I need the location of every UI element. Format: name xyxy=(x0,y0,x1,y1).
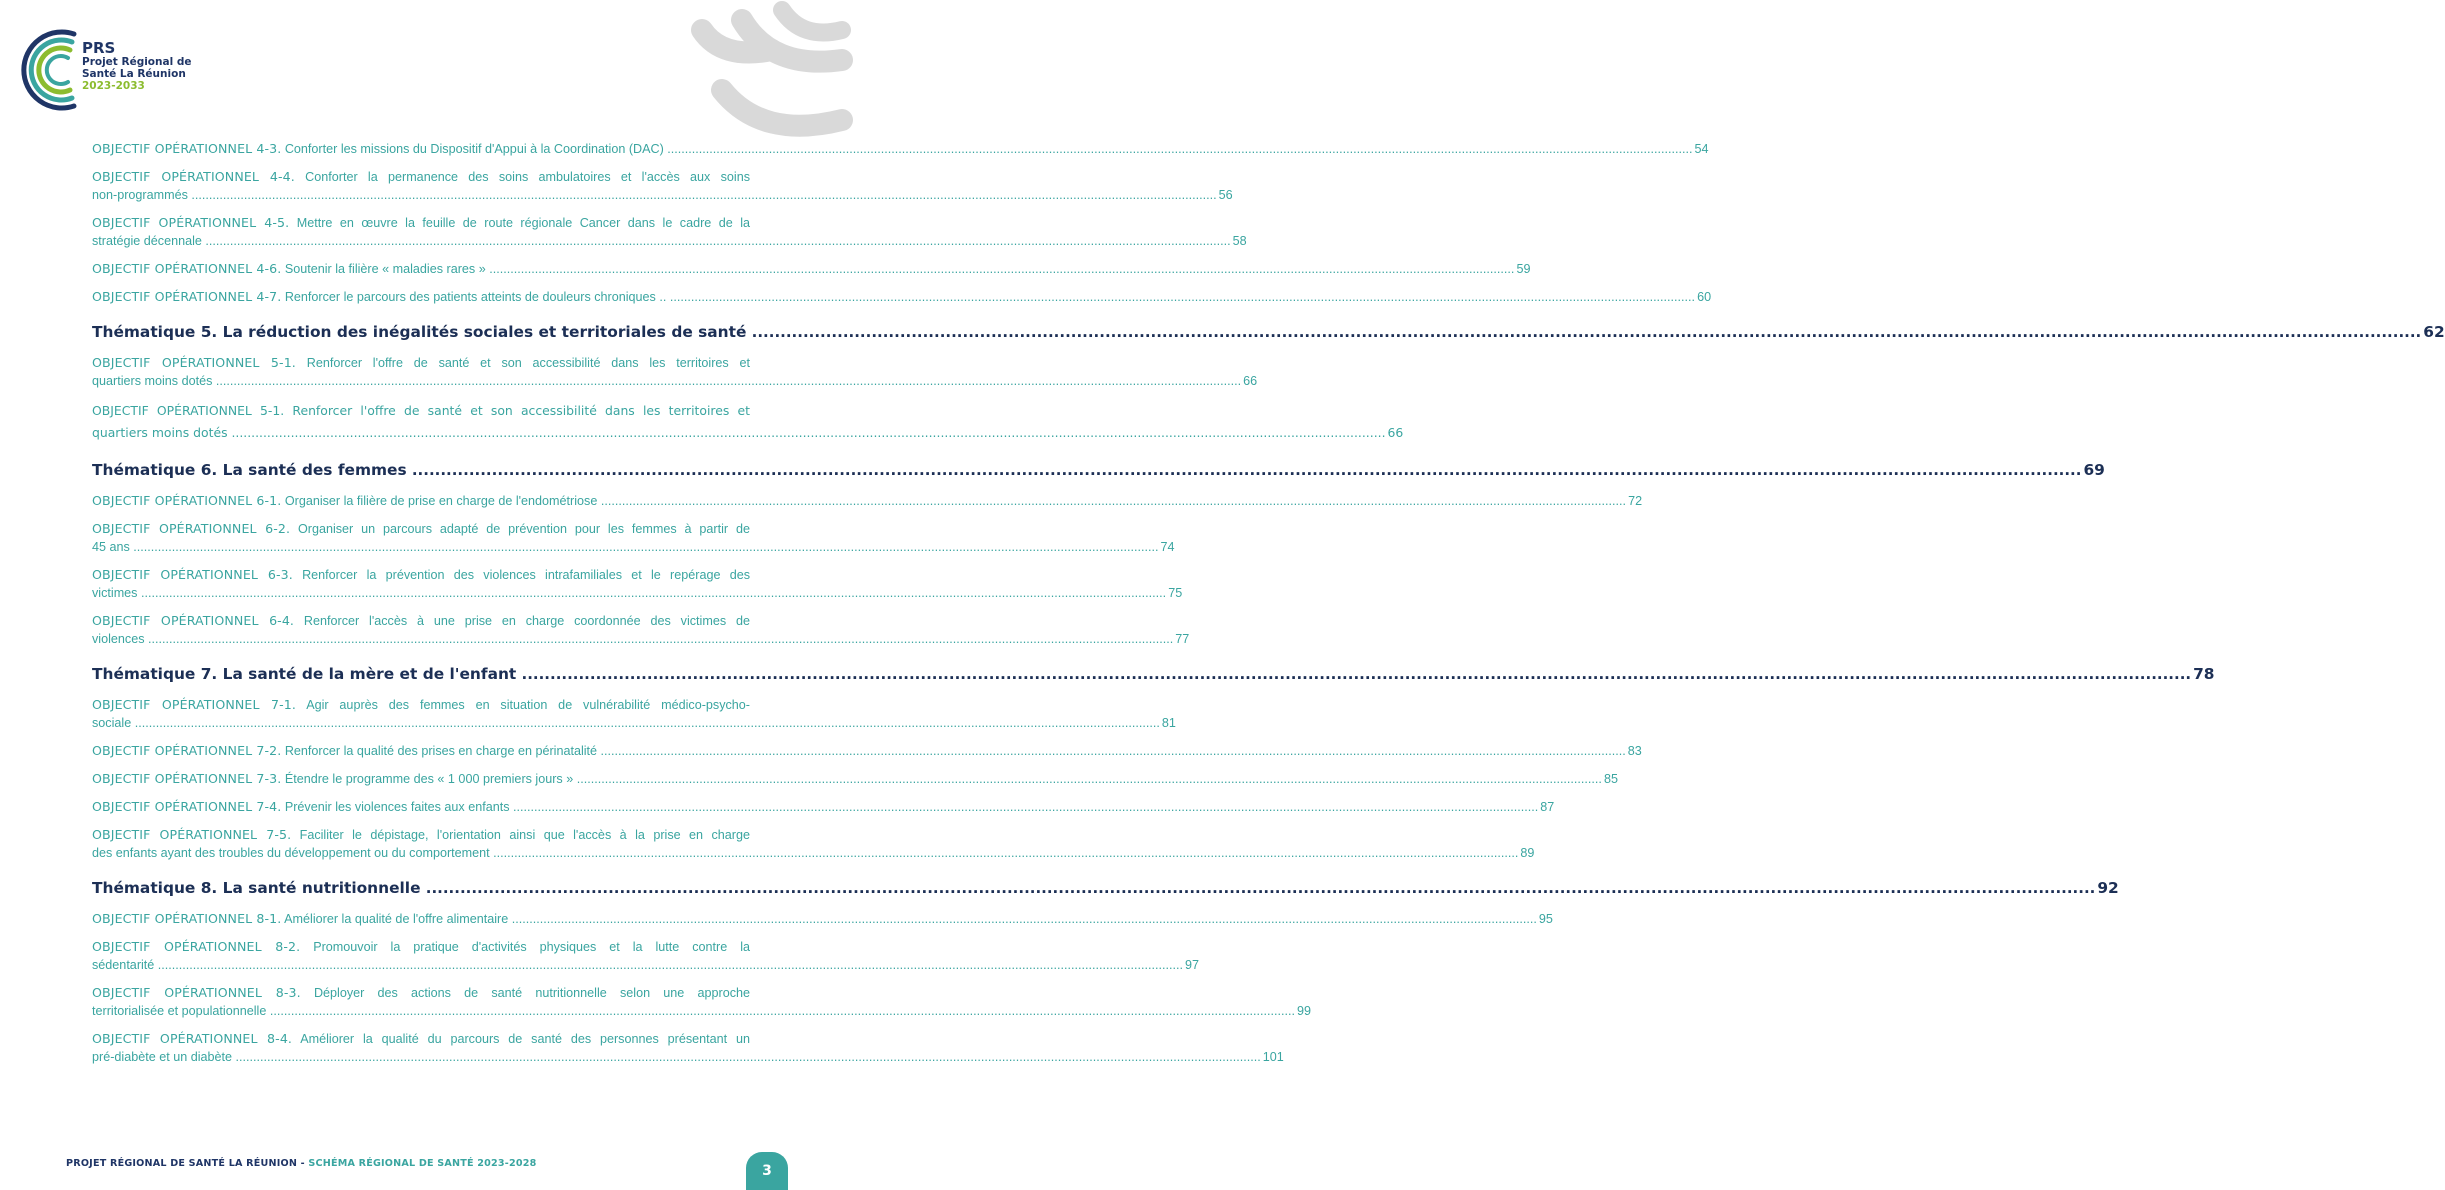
toc-entry-8-2[interactable]: OBJECTIF OPÉRATIONNEL 8-2. Promouvoir la pratique d'activités physiques et la lutte contre la sédentarité ..... 97 xyxy=(92,938,750,974)
toc-entry-7-2[interactable]: OBJECTIF OPÉRATIONNEL 7-2. Renforcer la qualité des prises en charge en périnatalité ..... 83 xyxy=(92,742,750,760)
toc-entry-8-1[interactable]: OBJECTIF OPÉRATIONNEL 8-1. Améliorer la qualité de l'offre alimentaire ..... 95 xyxy=(92,910,750,928)
toc-entry-8-3[interactable]: OBJECTIF OPÉRATIONNEL 8-3. Déployer des actions de santé nutritionnelle selon une approche territorialisée et populationnelle ..... 99 xyxy=(92,984,750,1020)
toc-entry-4-7[interactable]: OBJECTIF OPÉRATIONNEL 4-7. Renforcer le parcours des patients atteints de douleurs chroniques .. ..... 60 xyxy=(92,288,750,306)
table-of-contents xyxy=(92,140,2445,1076)
toc-entry-4-5[interactable]: OBJECTIF OPÉRATIONNEL 4-5. Mettre en œuvre la feuille de route régionale Cancer dans le cadre de la stratégie décennale ..... 58 xyxy=(92,214,750,250)
footer-right: SCHÉMA RÉGIONAL DE SANTÉ 2023-2028 xyxy=(308,1158,537,1169)
toc-entry-4-4[interactable]: OBJECTIF OPÉRATIONNEL 4-4. Conforter la permanence des soins ambulatoires et l'accès aux soins non-programmés ..... 56 xyxy=(92,168,750,204)
toc-entry-5-1[interactable]: OBJECTIF OPÉRATIONNEL 5-1. Renforcer l'offre de santé et son accessibilité dans les territoires et quartiers moins dotés ..... 66 xyxy=(92,354,750,390)
toc-entry-6-3[interactable]: OBJECTIF OPÉRATIONNEL 6-3. Renforcer la prévention des violences intrafamiliales et le repérage des victimes ..... 75 xyxy=(92,566,750,602)
toc-entry-6-2[interactable]: OBJECTIF OPÉRATIONNEL 6-2. Organiser un parcours adapté de prévention pour les femmes à partir de 45 ans ..... 74 xyxy=(92,520,750,556)
footer-text xyxy=(66,1158,537,1169)
page-number-badge: 3 xyxy=(746,1152,788,1190)
toc-entry-7-5[interactable]: OBJECTIF OPÉRATIONNEL 7-5. Faciliter le dépistage, l'orientation ainsi que l'accès à la prise en charge des enfants ayant des troubles du développement ou du comportement ..... 89 xyxy=(92,826,750,862)
decorative-arcs-graphic xyxy=(682,0,842,150)
logo-years: 2023-2033 xyxy=(82,80,145,92)
toc-heading-theme-8[interactable]: Thématique 8. La santé nutritionnelle ..... 92 xyxy=(92,878,750,898)
logo-line-2: Santé La Réunion xyxy=(82,68,186,80)
toc-entry-7-1[interactable]: OBJECTIF OPÉRATIONNEL 7-1. Agir auprès des femmes en situation de vulnérabilité médico-psycho- sociale ..... 81 xyxy=(92,696,750,732)
footer-left: PROJET RÉGIONAL DE SANTÉ LA RÉUNION - xyxy=(66,1158,305,1169)
toc-heading-theme-7[interactable]: Thématique 7. La santé de la mère et de l'enfant ..... 78 xyxy=(92,664,750,684)
toc-entry-4-6[interactable]: OBJECTIF OPÉRATIONNEL 4-6. Soutenir la filière « maladies rares » ..... 59 xyxy=(92,260,750,278)
toc-entry-7-3[interactable]: OBJECTIF OPÉRATIONNEL 7-3. Étendre le programme des « 1 000 premiers jours » ..... 85 xyxy=(92,770,750,788)
toc-heading-theme-6[interactable]: Thématique 6. La santé des femmes ..... 69 xyxy=(92,460,750,480)
prs-logo xyxy=(22,28,212,112)
toc-entry-6-1[interactable]: OBJECTIF OPÉRATIONNEL 6-1. Organiser la filière de prise en charge de l'endométriose ..... 72 xyxy=(92,492,750,510)
logo-title: PRS xyxy=(82,39,116,57)
toc-entry-5-1-duplicate[interactable]: OBJECTIF OPÉRATIONNEL 5-1. Renforcer l'offre de santé et son accessibilité dans les territoires et quartiers moins dotés ..... 66 xyxy=(92,400,750,444)
toc-entry-6-4[interactable]: OBJECTIF OPÉRATIONNEL 6-4. Renforcer l'accès à une prise en charge coordonnée des victimes de violences ..... 77 xyxy=(92,612,750,648)
toc-heading-theme-5[interactable]: Thématique 5. La réduction des inégalités sociales et territoriales de santé ..... 62 xyxy=(92,322,750,342)
prs-logo-mark xyxy=(22,28,80,112)
logo-line-1: Projet Régional de xyxy=(82,56,192,68)
toc-entry-4-3[interactable]: OBJECTIF OPÉRATIONNEL 4-3. Conforter les missions du Dispositif d'Appui à la Coordination (DAC) ..... 54 xyxy=(92,140,750,158)
toc-entry-7-4[interactable]: OBJECTIF OPÉRATIONNEL 7-4. Prévenir les violences faites aux enfants ..... 87 xyxy=(92,798,750,816)
toc-entry-8-4[interactable]: OBJECTIF OPÉRATIONNEL 8-4. Améliorer la qualité du parcours de santé des personnes présentant un pré-diabète et un diabète ..... 101 xyxy=(92,1030,750,1066)
